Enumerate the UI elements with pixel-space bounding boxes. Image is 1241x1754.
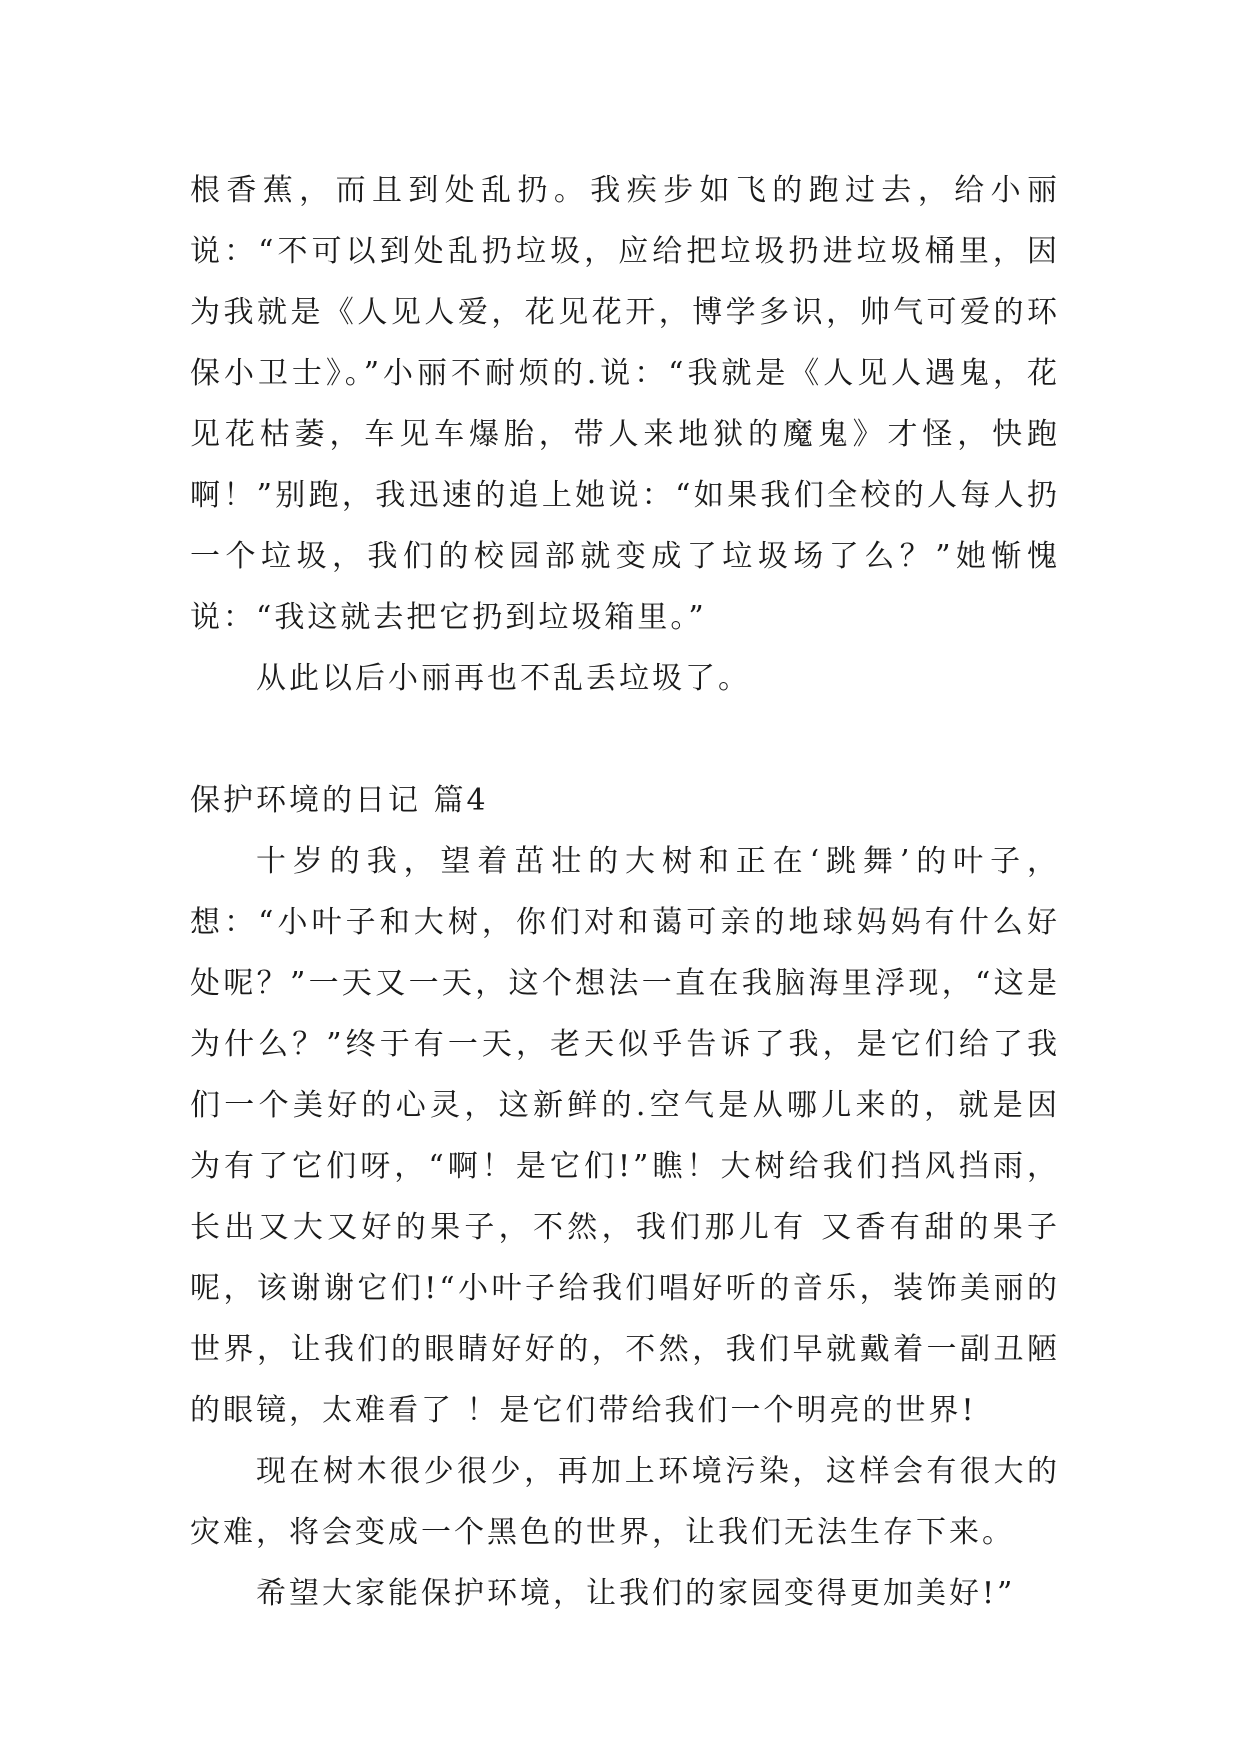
paragraph-body: 十岁的我，望着茁壮的大树和正在‘跳舞’的叶子，想：“小叶子和大树，你们对和蔼可亲的地球妈妈有什么好处呢？”一天又一天，这个想法一直在我脑海里浮现，“这是为什么？”终于有一天，老天似乎告诉了我，是它们给了我们一个美好的心灵，这新鲜的.空气是从哪儿来的，就是因为有了它们呀，“啊！是它们!”瞧！大树给我们挡风挡雨，长出又大又好的果子，不然，我们那儿有 又香有甜的果子呢，该谢谢它们!“小叶子给我们唱好听的音乐，装饰美丽的世界，让我们的眼睛好好的，不然，我们早就戴着一副丑陋的眼镜，太难看了 ！是它们带给我们一个明亮的世界! — [190, 844, 1060, 1428]
paragraph-body: 现在树木很少很少，再加上环境污染，这样会有很大的灾难，将会变成一个黑色的世界，让我们无法生存下来。 — [190, 1454, 1060, 1550]
section-heading: 保护环境的日记 篇4 — [190, 783, 489, 818]
document-body — [190, 160, 1060, 1624]
paragraph-body: 希望大家能保护环境，让我们的家园变得更加美好!” — [256, 1576, 1016, 1611]
paragraph-continuation: 根香蕉，而且到处乱扔。我疾步如飞的跑过去，给小丽说：“不可以到处乱扔垃圾，应给把垃圾扔进垃圾桶里，因为我就是《人见人爱，花见花开，博学多识，帅气可爱的环保小卫士》。”小丽不耐烦的.说：“我就是《人见人遇鬼，花见花枯萎，车见车爆胎，带人来地狱的魔鬼》才怪，快跑啊！”别跑，我迅速的追上她说：“如果我们全校的人每人扔一个垃圾，我们的校园部就变成了垃圾场了么？”她惭愧说：“我这就去把它扔到垃圾箱里。” — [190, 173, 1060, 635]
paragraph-conclusion: 从此以后小丽再也不乱丢垃圾了。 — [256, 661, 751, 696]
